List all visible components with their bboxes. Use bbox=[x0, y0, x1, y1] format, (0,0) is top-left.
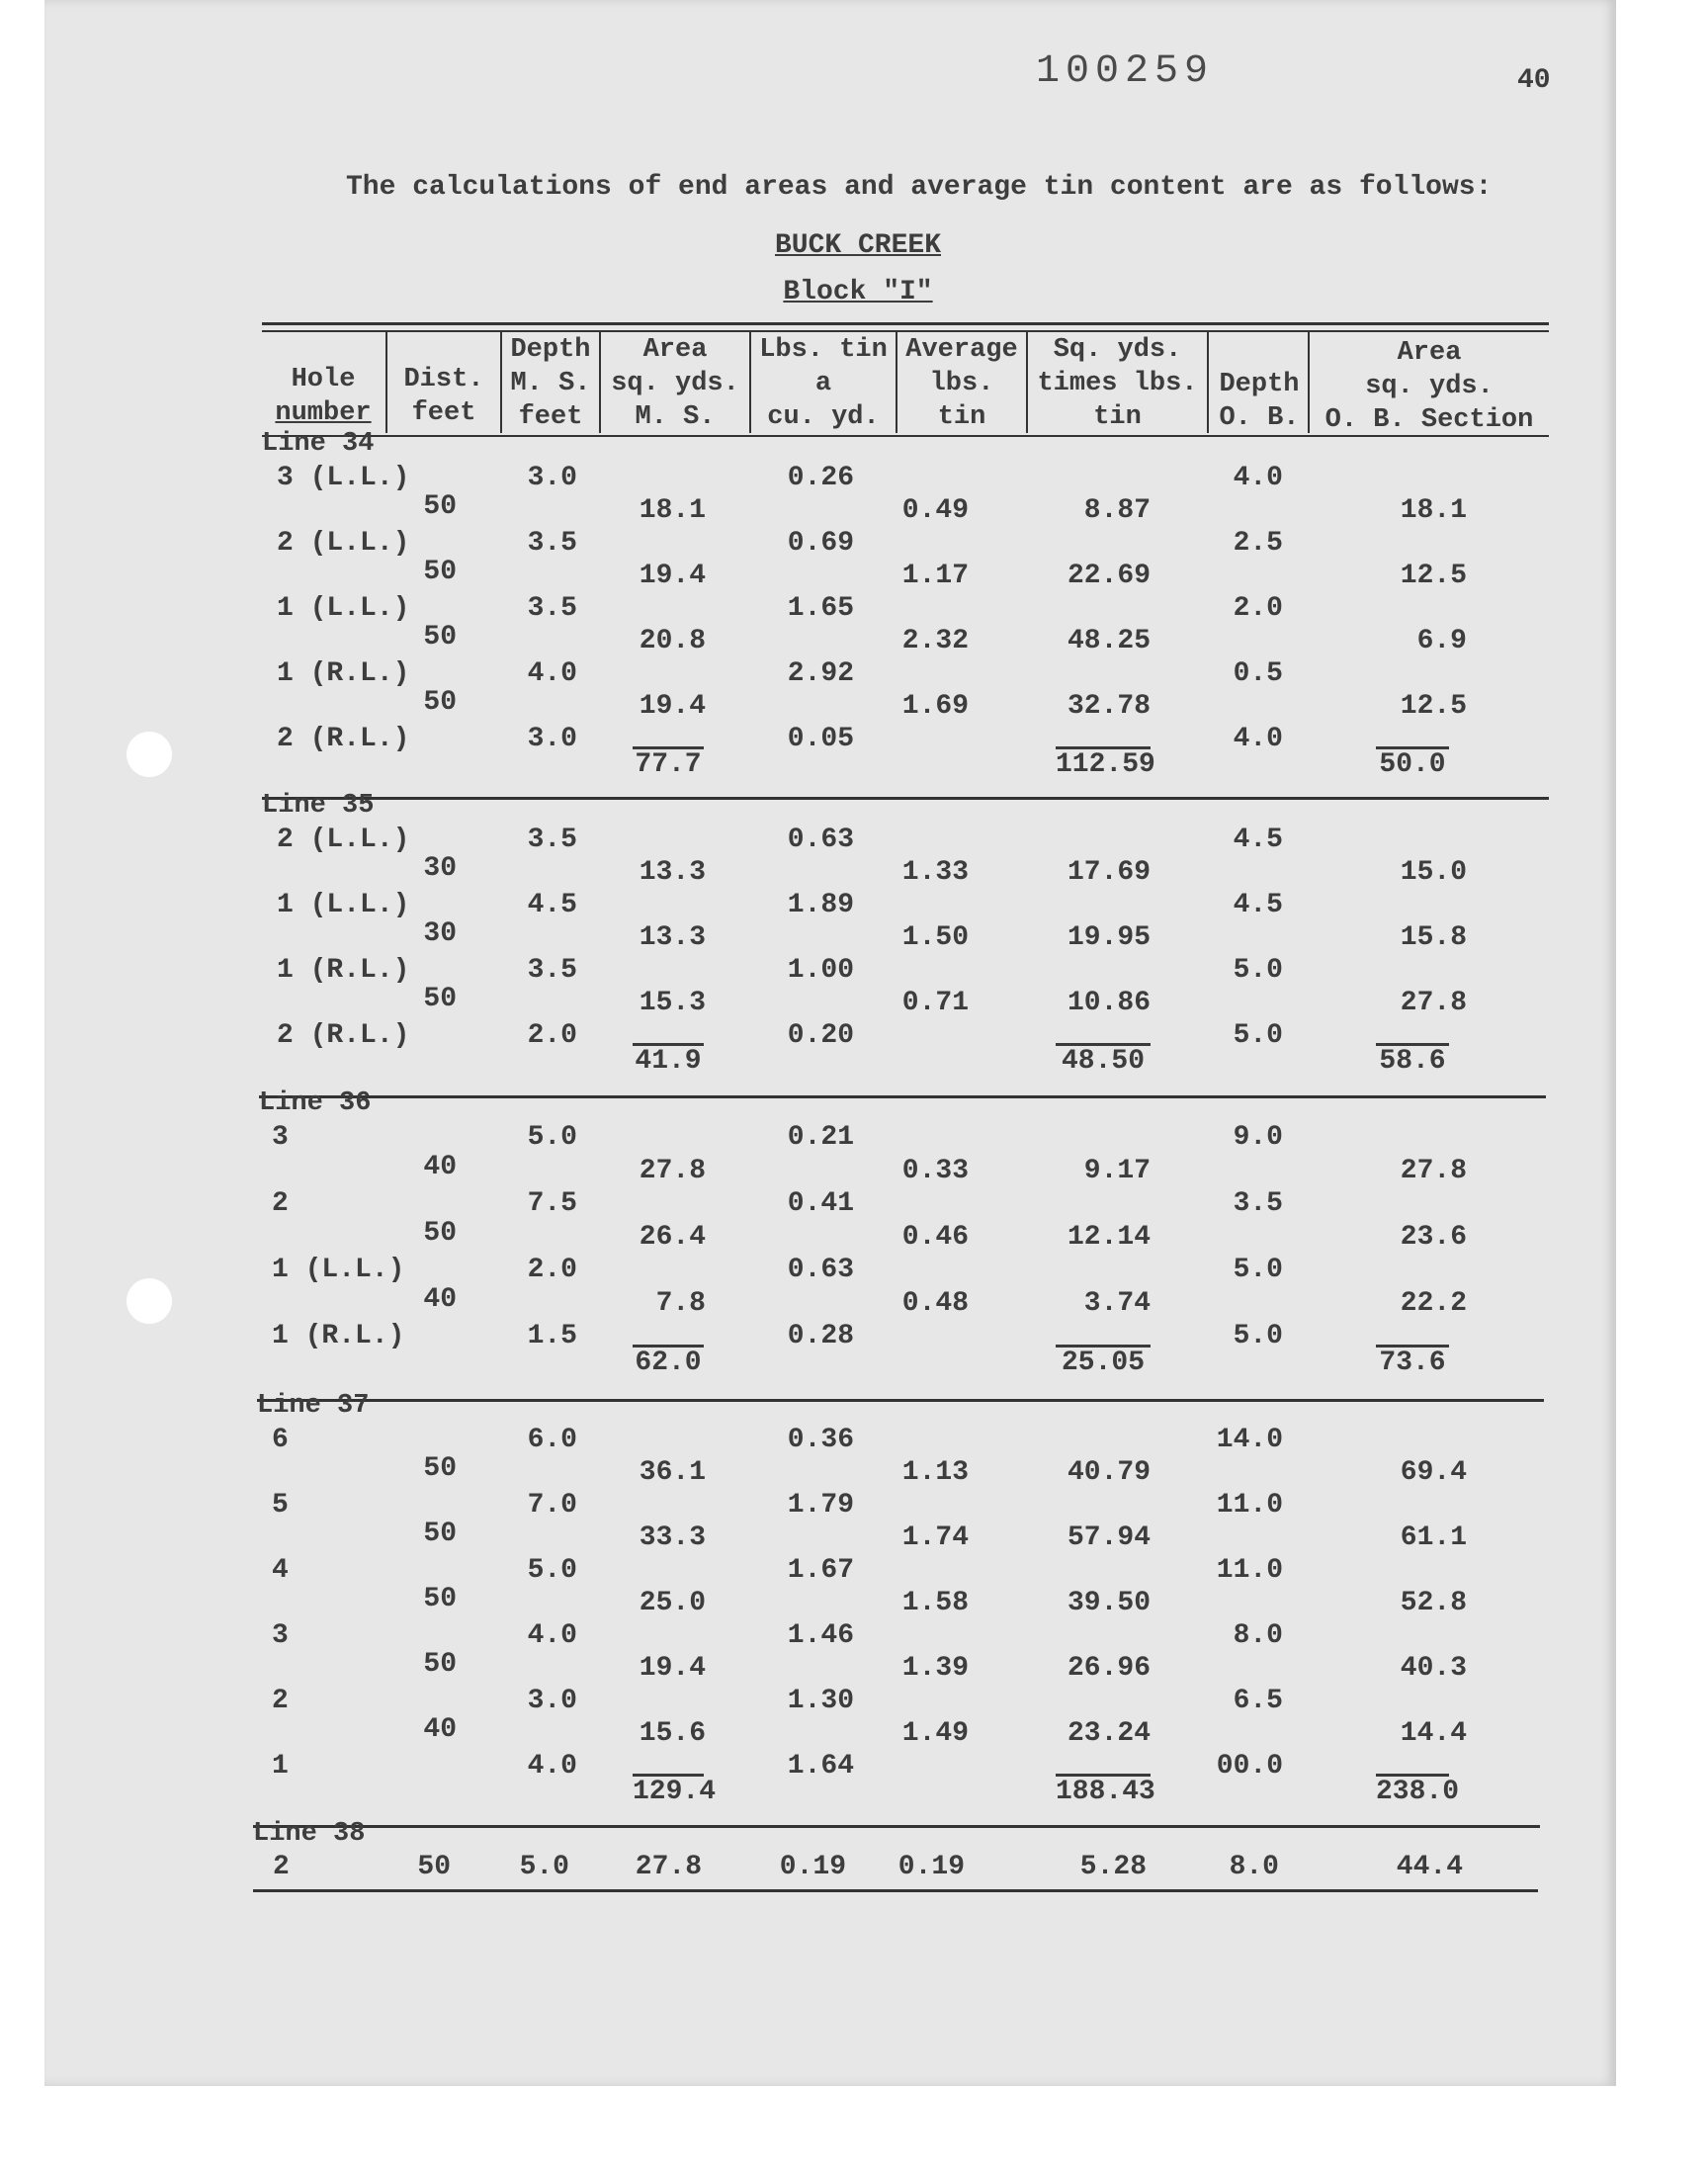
area-ob-cell: 15.0 bbox=[1400, 857, 1467, 888]
average-lbs-cell: 1.39 bbox=[901, 1653, 969, 1684]
depth-ms-cell: 4.0 bbox=[527, 1751, 577, 1782]
area-ms-cell: 20.8 bbox=[639, 626, 706, 656]
area-ms-cell: 19.4 bbox=[639, 1653, 706, 1684]
header-depth-ob: Depth O. B. bbox=[1219, 370, 1300, 433]
average-lbs-cell: 1.33 bbox=[901, 857, 969, 888]
line38-depth-ob: 8.0 bbox=[1229, 1852, 1279, 1882]
dist-cell: 50 bbox=[423, 687, 457, 718]
depth-ob-cell: 3.5 bbox=[1233, 1188, 1283, 1219]
depth-ms-cell: 5.0 bbox=[527, 1122, 577, 1153]
dist-cell: 50 bbox=[423, 1453, 457, 1484]
hole-number: 1 (R.L.) bbox=[277, 658, 410, 689]
dist-cell: 50 bbox=[423, 557, 457, 587]
table-top-rule bbox=[262, 322, 1549, 325]
area-ms-cell: 27.8 bbox=[639, 1155, 706, 1186]
doc-title: BUCK CREEK bbox=[774, 230, 942, 261]
dist-cell: 50 bbox=[423, 491, 457, 522]
area-ms-cell: 33.3 bbox=[639, 1522, 706, 1553]
area-ms-cell: 13.3 bbox=[639, 922, 706, 953]
depth-ob-cell: 14.0 bbox=[1216, 1425, 1283, 1455]
header-area-ob: Area sq. yds. O. B. Section bbox=[1324, 338, 1534, 435]
average-lbs-cell: 1.58 bbox=[901, 1588, 969, 1618]
line38-area-ob: 44.4 bbox=[1396, 1852, 1463, 1882]
hole-number: 6 bbox=[272, 1425, 289, 1455]
sq-times-cell: 17.69 bbox=[1067, 857, 1151, 888]
dist-cell: 40 bbox=[423, 1151, 457, 1182]
doc-subtitle: Block "I" bbox=[783, 277, 933, 307]
depth-ms-cell: 4.0 bbox=[527, 1620, 577, 1651]
depth-ob-cell: 5.0 bbox=[1233, 1020, 1283, 1051]
depth-ob-cell: 8.0 bbox=[1233, 1620, 1283, 1651]
sq-times-cell: 23.24 bbox=[1067, 1718, 1151, 1749]
average-lbs-cell: 1.17 bbox=[901, 561, 969, 591]
section-rule bbox=[257, 1399, 1544, 1402]
hole-number: 2 (L.L.) bbox=[277, 825, 410, 855]
sq-times-cell: 32.78 bbox=[1067, 691, 1151, 722]
area-ob-cell: 18.1 bbox=[1400, 495, 1467, 526]
lbs-tin-cell: 0.63 bbox=[787, 825, 854, 855]
section-label: Line 35 bbox=[262, 791, 375, 821]
hole-number: 2 (R.L.) bbox=[277, 724, 410, 754]
average-lbs-cell: 0.33 bbox=[901, 1155, 969, 1186]
average-lbs-cell: 1.50 bbox=[901, 922, 969, 953]
average-lbs-cell: 1.74 bbox=[901, 1522, 969, 1553]
lbs-tin-cell: 0.26 bbox=[787, 463, 854, 493]
hole-number: 2 (L.L.) bbox=[277, 528, 410, 559]
lbs-tin-cell: 0.36 bbox=[787, 1425, 854, 1455]
depth-ob-cell: 2.0 bbox=[1233, 593, 1283, 624]
depth-ob-cell: 4.0 bbox=[1233, 724, 1283, 754]
sq-times-cell: 40.79 bbox=[1067, 1457, 1151, 1488]
sq-times-cell: 39.50 bbox=[1067, 1588, 1151, 1618]
area-ob-cell: 61.1 bbox=[1400, 1522, 1467, 1553]
area-ms-cell: 13.3 bbox=[639, 857, 706, 888]
depth-ms-cell: 3.5 bbox=[527, 593, 577, 624]
dist-cell: 40 bbox=[423, 1283, 457, 1315]
hole-number: 2 (R.L.) bbox=[277, 1020, 410, 1051]
sq-times-cell: 26.96 bbox=[1067, 1653, 1151, 1684]
depth-ms-cell: 2.0 bbox=[527, 1020, 577, 1051]
area-ob-cell: 52.8 bbox=[1400, 1588, 1467, 1618]
line38-sqtimes: 5.28 bbox=[1079, 1852, 1147, 1882]
depth-ob-cell: 00.0 bbox=[1216, 1751, 1283, 1782]
total-sq-times: 188.43 bbox=[1056, 1774, 1151, 1807]
depth-ms-cell: 3.0 bbox=[527, 463, 577, 493]
area-ms-cell: 7.8 bbox=[655, 1287, 706, 1319]
line38-area: 27.8 bbox=[635, 1852, 702, 1882]
total-sq-times: 48.50 bbox=[1056, 1043, 1151, 1077]
area-ms-cell: 15.3 bbox=[639, 988, 706, 1018]
lbs-tin-cell: 2.92 bbox=[787, 658, 854, 689]
line38-dist: 50 bbox=[417, 1852, 451, 1882]
depth-ob-cell: 5.0 bbox=[1233, 1255, 1283, 1285]
sq-times-cell: 10.86 bbox=[1067, 988, 1151, 1018]
depth-ms-cell: 3.5 bbox=[527, 825, 577, 855]
area-ob-cell: 23.6 bbox=[1400, 1221, 1467, 1253]
area-ms-cell: 19.4 bbox=[639, 691, 706, 722]
line38-depth: 5.0 bbox=[519, 1852, 569, 1882]
lbs-tin-cell: 1.65 bbox=[787, 593, 854, 624]
hole-number: 3 bbox=[272, 1620, 289, 1651]
area-ms-cell: 15.6 bbox=[639, 1718, 706, 1749]
lbs-tin-cell: 0.41 bbox=[787, 1188, 854, 1219]
section-label-line-38: Line 38 bbox=[253, 1819, 366, 1849]
line38-avg: 0.19 bbox=[897, 1852, 965, 1882]
area-ob-cell: 12.5 bbox=[1400, 691, 1467, 722]
lbs-tin-cell: 0.21 bbox=[787, 1122, 854, 1153]
depth-ob-cell: 2.5 bbox=[1233, 528, 1283, 559]
dist-cell: 30 bbox=[423, 853, 457, 884]
lbs-tin-cell: 1.89 bbox=[787, 890, 854, 920]
hole-number: 1 (L.L.) bbox=[277, 890, 410, 920]
average-lbs-cell: 0.48 bbox=[901, 1287, 969, 1319]
header-bottom-rule bbox=[262, 435, 1549, 437]
header-average-lbs: Average lbs. tin bbox=[905, 335, 1018, 432]
depth-ob-cell: 4.5 bbox=[1233, 825, 1283, 855]
sq-times-cell: 9.17 bbox=[1083, 1155, 1151, 1186]
sq-times-cell: 3.74 bbox=[1083, 1287, 1151, 1319]
area-ms-cell: 26.4 bbox=[639, 1221, 706, 1253]
depth-ob-cell: 0.5 bbox=[1233, 658, 1283, 689]
average-lbs-cell: 1.49 bbox=[901, 1718, 969, 1749]
dist-cell: 50 bbox=[423, 984, 457, 1014]
dist-cell: 50 bbox=[423, 622, 457, 652]
intro-text: The calculations of end areas and average tin content are as follows: bbox=[346, 172, 1493, 203]
dist-cell: 30 bbox=[423, 918, 457, 949]
section-rule bbox=[262, 797, 1549, 800]
area-ms-cell: 19.4 bbox=[639, 561, 706, 591]
hole-number: 1 bbox=[272, 1751, 289, 1782]
area-ob-cell: 69.4 bbox=[1400, 1457, 1467, 1488]
hole-number: 3 (L.L.) bbox=[277, 463, 410, 493]
header-sq-times-lbs: Sq. yds. times lbs. tin bbox=[1037, 335, 1198, 432]
dist-cell: 50 bbox=[423, 1519, 457, 1549]
lbs-tin-cell: 0.05 bbox=[787, 724, 854, 754]
depth-ms-cell: 7.5 bbox=[527, 1188, 577, 1219]
lbs-tin-cell: 0.20 bbox=[787, 1020, 854, 1051]
depth-ob-cell: 11.0 bbox=[1216, 1490, 1283, 1521]
line38-lbs: 0.19 bbox=[779, 1852, 846, 1882]
line38-hole: 2 bbox=[273, 1852, 290, 1882]
area-ob-cell: 27.8 bbox=[1400, 1155, 1467, 1186]
hole-number: 2 bbox=[272, 1188, 289, 1219]
depth-ms-cell: 4.0 bbox=[527, 658, 577, 689]
table-top-rule-inner bbox=[262, 330, 1549, 332]
header-hole-number: Hole number bbox=[275, 365, 372, 428]
average-lbs-cell: 1.69 bbox=[901, 691, 969, 722]
header-area-ms: Area sq. yds. M. S. bbox=[611, 335, 739, 432]
depth-ms-cell: 2.0 bbox=[527, 1255, 577, 1285]
header-depth-ms: Depth M. S. feet bbox=[510, 335, 591, 432]
hole-punch-top bbox=[127, 732, 172, 777]
area-ob-cell: 14.4 bbox=[1400, 1718, 1467, 1749]
dist-cell: 40 bbox=[423, 1714, 457, 1745]
total-area-ob: 58.6 bbox=[1376, 1043, 1449, 1077]
total-area-ms: 77.7 bbox=[633, 746, 704, 780]
depth-ms-cell: 3.5 bbox=[527, 955, 577, 986]
total-sq-times: 25.05 bbox=[1056, 1345, 1151, 1378]
hole-number: 1 (R.L.) bbox=[277, 955, 410, 986]
depth-ob-cell: 4.5 bbox=[1233, 890, 1283, 920]
area-ms-cell: 25.0 bbox=[639, 1588, 706, 1618]
lbs-tin-cell: 1.64 bbox=[787, 1751, 854, 1782]
depth-ms-cell: 7.0 bbox=[527, 1490, 577, 1521]
depth-ms-cell: 5.0 bbox=[527, 1555, 577, 1586]
average-lbs-cell: 2.32 bbox=[901, 626, 969, 656]
depth-ob-cell: 6.5 bbox=[1233, 1686, 1283, 1716]
sq-times-cell: 22.69 bbox=[1067, 561, 1151, 591]
section-label: Line 36 bbox=[259, 1088, 372, 1118]
hole-punch-bottom bbox=[127, 1278, 172, 1324]
section-rule bbox=[253, 1825, 1540, 1828]
total-area-ms: 129.4 bbox=[633, 1774, 704, 1807]
total-area-ob: 73.6 bbox=[1376, 1345, 1449, 1378]
header-divider bbox=[1207, 330, 1209, 433]
lbs-tin-cell: 1.67 bbox=[787, 1555, 854, 1586]
lbs-tin-cell: 0.28 bbox=[787, 1321, 854, 1351]
depth-ob-cell: 5.0 bbox=[1233, 955, 1283, 986]
area-ob-cell: 15.8 bbox=[1400, 922, 1467, 953]
depth-ms-cell: 3.0 bbox=[527, 1686, 577, 1716]
depth-ms-cell: 3.5 bbox=[527, 528, 577, 559]
hole-number: 1 (L.L.) bbox=[272, 1255, 405, 1285]
total-area-ms: 62.0 bbox=[633, 1345, 704, 1378]
document-number: 100259 bbox=[1036, 49, 1215, 94]
lbs-tin-cell: 1.46 bbox=[787, 1620, 854, 1651]
depth-ob-cell: 9.0 bbox=[1233, 1122, 1283, 1153]
table-bottom-rule bbox=[253, 1889, 1538, 1892]
dist-cell: 50 bbox=[423, 1649, 457, 1680]
total-area-ms: 41.9 bbox=[633, 1043, 704, 1077]
depth-ob-cell: 4.0 bbox=[1233, 463, 1283, 493]
dist-cell: 50 bbox=[423, 1584, 457, 1614]
lbs-tin-cell: 1.79 bbox=[787, 1490, 854, 1521]
sq-times-cell: 19.95 bbox=[1067, 922, 1151, 953]
lbs-tin-cell: 1.00 bbox=[787, 955, 854, 986]
average-lbs-cell: 0.46 bbox=[901, 1221, 969, 1253]
area-ms-cell: 36.1 bbox=[639, 1457, 706, 1488]
page-number: 40 bbox=[1517, 65, 1551, 96]
area-ob-cell: 6.9 bbox=[1416, 626, 1467, 656]
depth-ms-cell: 1.5 bbox=[527, 1321, 577, 1351]
total-sq-times: 112.59 bbox=[1056, 746, 1151, 780]
depth-ob-cell: 5.0 bbox=[1233, 1321, 1283, 1351]
area-ob-cell: 12.5 bbox=[1400, 561, 1467, 591]
area-ob-cell: 22.2 bbox=[1400, 1287, 1467, 1319]
section-label: Line 34 bbox=[262, 429, 375, 459]
depth-ms-cell: 6.0 bbox=[527, 1425, 577, 1455]
sq-times-cell: 12.14 bbox=[1067, 1221, 1151, 1253]
section-rule bbox=[259, 1095, 1546, 1098]
total-area-ob: 238.0 bbox=[1376, 1774, 1449, 1807]
sq-times-cell: 8.87 bbox=[1083, 495, 1151, 526]
hole-number: 5 bbox=[272, 1490, 289, 1521]
hole-number: 3 bbox=[272, 1122, 289, 1153]
hole-number: 4 bbox=[272, 1555, 289, 1586]
header-lbs-tin: Lbs. tin a cu. yd. bbox=[759, 335, 888, 432]
average-lbs-cell: 1.13 bbox=[901, 1457, 969, 1488]
lbs-tin-cell: 0.63 bbox=[787, 1255, 854, 1285]
average-lbs-cell: 0.71 bbox=[901, 988, 969, 1018]
total-area-ob: 50.0 bbox=[1376, 746, 1449, 780]
hole-number: 2 bbox=[272, 1686, 289, 1716]
depth-ms-cell: 3.0 bbox=[527, 724, 577, 754]
depth-ms-cell: 4.5 bbox=[527, 890, 577, 920]
area-ob-cell: 27.8 bbox=[1400, 988, 1467, 1018]
header-dist-feet: Dist. feet bbox=[403, 365, 484, 428]
lbs-tin-cell: 1.30 bbox=[787, 1686, 854, 1716]
hole-number: 1 (L.L.) bbox=[277, 593, 410, 624]
area-ob-cell: 40.3 bbox=[1400, 1653, 1467, 1684]
area-ms-cell: 18.1 bbox=[639, 495, 706, 526]
sq-times-cell: 48.25 bbox=[1067, 626, 1151, 656]
section-label: Line 37 bbox=[257, 1391, 370, 1421]
dist-cell: 50 bbox=[423, 1217, 457, 1249]
sq-times-cell: 57.94 bbox=[1067, 1522, 1151, 1553]
average-lbs-cell: 0.49 bbox=[901, 495, 969, 526]
depth-ob-cell: 11.0 bbox=[1216, 1555, 1283, 1586]
hole-number: 1 (R.L.) bbox=[272, 1321, 405, 1351]
lbs-tin-cell: 0.69 bbox=[787, 528, 854, 559]
